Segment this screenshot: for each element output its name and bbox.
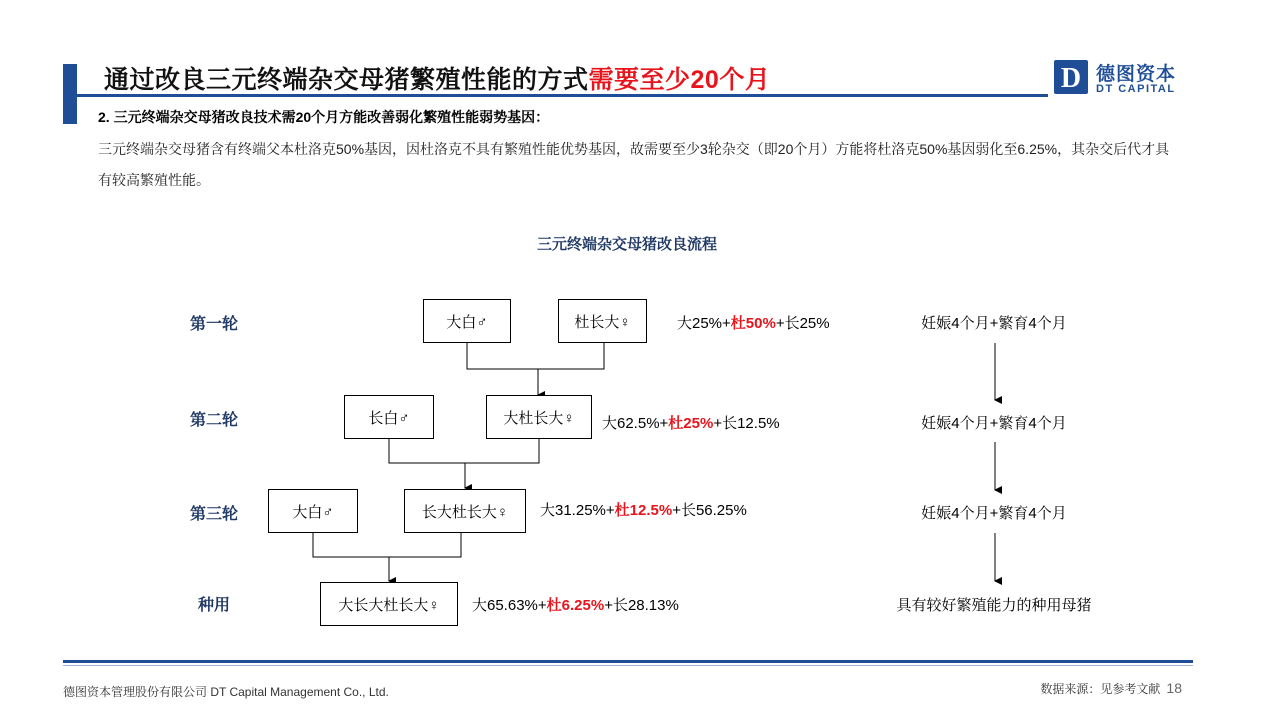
footer-source — [1040, 680, 1182, 697]
logo-text-cn: 德图资本 — [1096, 64, 1177, 85]
duration-round1: 妊娠4个月+繁育4个月 — [921, 315, 1067, 332]
final-box: 大长大杜长大♀ — [320, 582, 458, 626]
page-number: 18 — [1166, 680, 1182, 696]
duration-round2: 妊娠4个月+繁育4个月 — [921, 415, 1067, 432]
composition-final-duroc: 杜6.25% — [546, 597, 605, 614]
page-title-highlight: 需要至少20个月 — [588, 66, 771, 94]
round-label-1: 第一轮 — [189, 316, 238, 333]
parent-box-round1-male: 大白♂ — [423, 299, 511, 343]
connector-round3 — [313, 533, 461, 557]
section-subhead: 2. 三元终端杂交母猪改良技术需20个月方能改善弱化繁殖性能弱势基因： — [98, 109, 550, 125]
connector-round1 — [467, 343, 604, 369]
logo-text-en: DT CAPITAL — [1096, 83, 1176, 95]
footer-company: 德图资本管理股份有限公司 DT Capital Management Co., Ltd. — [63, 685, 389, 699]
parent-box-round3-female: 长大杜长大♀ — [404, 489, 526, 533]
round-label-2: 第二轮 — [189, 412, 238, 429]
composition-round1 — [677, 312, 830, 333]
composition-round3-duroc: 杜12.5% — [614, 502, 673, 519]
duration-round3: 妊娠4个月+繁育4个月 — [921, 505, 1067, 522]
composition-round3-post: +长56.25% — [672, 502, 747, 519]
composition-round1-duroc: 杜50% — [730, 315, 776, 332]
composition-round2-duroc: 杜25% — [668, 415, 714, 432]
round-label-final: 种用 — [197, 597, 230, 614]
composition-round1-pre: 大25%+ — [677, 315, 731, 332]
final-result: 具有较好繁殖能力的种用母猪 — [896, 597, 1092, 614]
composition-round3 — [540, 499, 747, 520]
connector-round2 — [389, 439, 539, 463]
section-paragraph: 三元终端杂交母猪含有终端父本杜洛克50%基因，因杜洛克不具有繁殖性能优势基因，故需要至少3轮杂交（即20个月）方能将杜洛克50%基因弱化至6.25%，其杂交后代才具有较高繁殖性能。 — [98, 141, 1170, 188]
parent-box-round2-female: 大杜长大♀ — [486, 395, 592, 439]
composition-final-pre: 大65.63%+ — [472, 597, 547, 614]
composition-round1-post: +长25% — [775, 315, 830, 332]
parent-box-round2-male: 长白♂ — [344, 395, 434, 439]
parent-box-round1-female: 杜长大♀ — [558, 299, 647, 343]
composition-round3-pre: 大31.25%+ — [540, 502, 615, 519]
logo-mark: D — [1060, 63, 1082, 94]
parent-box-round3-male: 大白♂ — [268, 489, 358, 533]
footer-divider — [63, 660, 1193, 663]
composition-round2-post: +长12.5% — [713, 415, 780, 432]
round-label-3: 第三轮 — [189, 506, 238, 523]
footer-divider-thin — [63, 665, 1193, 666]
composition-final — [472, 594, 679, 615]
composition-round2-pre: 大62.5%+ — [602, 415, 669, 432]
composition-final-post: +长28.13% — [604, 597, 679, 614]
composition-round2 — [602, 412, 780, 433]
footer-source-text: 数据来源：见参考文献 — [1040, 682, 1161, 696]
diagram-title: 三元终端杂交母猪改良流程 — [536, 236, 717, 253]
page-title-main: 通过改良三元终端杂交母猪繁殖性能的方式 — [104, 66, 589, 94]
